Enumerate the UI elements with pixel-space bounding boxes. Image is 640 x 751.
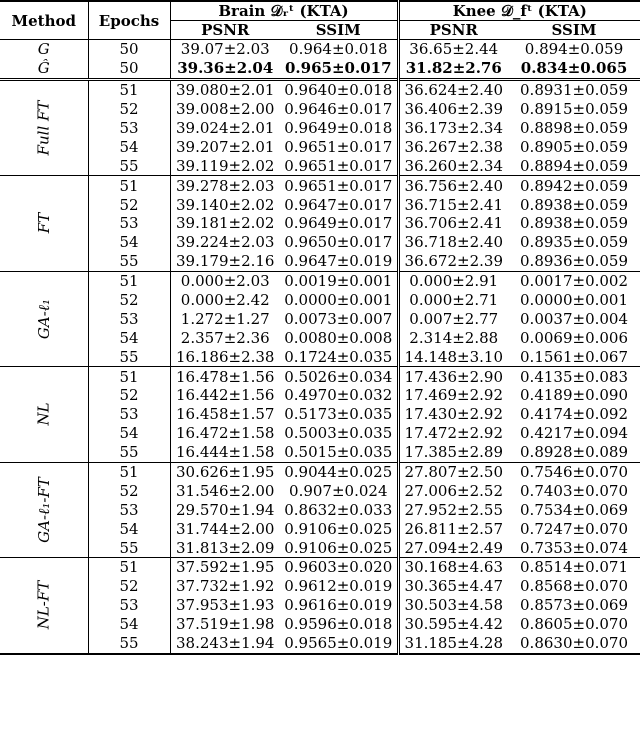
knee-ssim-cell: 0.8936±0.059: [520, 252, 629, 271]
knee-psnr-header: PSNR: [398, 21, 508, 40]
brain-ssim-cell: 0.9649±0.018: [284, 119, 393, 137]
table-row: [0, 500, 640, 519]
table-row: [0, 519, 640, 538]
epochs-cell: 52: [88, 195, 170, 214]
brain-ssim-cell: 0.9044±0.025: [280, 462, 398, 481]
knee-ssim-cell: 0.8898±0.059: [520, 119, 629, 137]
knee-psnr-cell: 36.624±2.40: [398, 79, 508, 99]
table-row: [0, 443, 640, 462]
brain-ssim-cell: 0.9651±0.017: [280, 176, 398, 195]
knee-psnr-cell: 27.006±2.52: [398, 481, 508, 500]
epochs-cell: 50: [88, 59, 170, 79]
brain-psnr-cell: 37.519±1.98: [170, 615, 280, 634]
knee-ssim-header: SSIM: [508, 21, 640, 40]
knee-psnr-cell: 0.000±2.91: [398, 271, 508, 290]
epochs-cell: 51: [88, 79, 170, 99]
knee-psnr-cell: 26.811±2.57: [398, 519, 508, 538]
knee-ssim-cell: 0.894±0.059: [524, 40, 624, 59]
brain-psnr-cell: 37.953±1.93: [170, 596, 280, 615]
table-row: [0, 596, 640, 615]
table-row: [0, 79, 640, 99]
knee-ssim-cell: 0.4189±0.090: [520, 386, 629, 405]
epochs-cell: 53: [88, 596, 170, 615]
epochs-cell: 55: [88, 634, 170, 654]
epochs-cell: 54: [88, 519, 170, 538]
brain-ssim-cell: 0.4970±0.032: [284, 386, 393, 405]
knee-psnr-cell: 30.595±4.42: [398, 615, 508, 634]
knee-ssim-cell: 0.8573±0.069: [520, 596, 629, 615]
table-row: [0, 100, 640, 119]
table-row: [0, 347, 640, 366]
epochs-cell: 52: [88, 481, 170, 500]
brain-ssim-cell: 0.0000±0.001: [284, 291, 393, 310]
epochs-header: Epochs: [88, 1, 170, 40]
method-label: GA-ℓ₁: [34, 298, 53, 339]
brain-ssim-cell: 0.9565±0.019: [280, 634, 398, 654]
epochs-cell: 54: [88, 615, 170, 634]
method-header: Method: [0, 1, 88, 40]
table-row: [0, 462, 640, 481]
knee-ssim-cell: 0.4217±0.094: [520, 424, 629, 443]
table-row: [0, 271, 640, 290]
knee-ssim-cell: 0.4135±0.083: [508, 367, 640, 386]
knee-psnr-cell: 2.314±2.88: [398, 328, 508, 347]
brain-ssim-cell: 0.9603±0.020: [280, 558, 398, 577]
knee-ssim-cell: 0.7534±0.069: [520, 500, 629, 519]
table-row: [0, 156, 640, 175]
table-row: [0, 615, 640, 634]
brain-ssim-cell: 0.5173±0.035: [284, 405, 393, 424]
knee-psnr-cell: 36.756±2.40: [398, 176, 508, 195]
epochs-cell: 52: [88, 100, 170, 119]
brain-ssim-cell: 0.9612±0.019: [284, 577, 393, 596]
epochs-cell: 51: [88, 176, 170, 195]
epochs-cell: 55: [88, 156, 170, 175]
brain-psnr-cell: 31.813±2.09: [170, 538, 280, 557]
brain-psnr-cell: 2.357±2.36: [170, 328, 280, 347]
brain-ssim-cell: 0.5003±0.035: [284, 424, 393, 443]
knee-ssim-cell: 0.8915±0.059: [520, 100, 629, 119]
brain-psnr-cell: 16.444±1.58: [170, 443, 280, 462]
brain-ssim-cell: 0.9616±0.019: [284, 596, 393, 615]
knee-psnr-cell: 30.365±4.47: [398, 577, 508, 596]
brain-psnr-cell: 1.272±1.27: [170, 309, 280, 328]
brain-psnr-cell: 39.119±2.02: [170, 156, 280, 175]
brain-psnr-cell: 0.000±2.03: [170, 271, 280, 290]
knee-ssim-cell: 0.0069±0.006: [520, 328, 629, 347]
knee-psnr-cell: 17.472±2.92: [398, 424, 508, 443]
method-group-cell: [0, 558, 88, 654]
table-row: [0, 558, 640, 577]
knee-ssim-cell: 0.0037±0.004: [520, 309, 629, 328]
table-row: [0, 634, 640, 654]
brain-psnr-cell: 39.008±2.00: [170, 100, 280, 119]
epochs-cell: 51: [88, 462, 170, 481]
method-label: GA-ℓ₁-FT: [34, 477, 53, 543]
epochs-cell: 54: [88, 328, 170, 347]
table-row: [0, 176, 640, 195]
brain-ssim-cell: 0.0073±0.007: [284, 309, 393, 328]
table-row: [0, 328, 640, 347]
table-row: [0, 252, 640, 271]
epochs-cell: 53: [88, 214, 170, 233]
knee-psnr-cell: 17.430±2.92: [398, 405, 508, 424]
knee-psnr-cell: 36.267±2.38: [398, 137, 508, 156]
table-row: [0, 405, 640, 424]
table-row: [0, 291, 640, 310]
table-row: [0, 119, 640, 138]
method-group-cell: [0, 176, 88, 271]
brain-psnr-cell: 16.478±1.56: [170, 367, 280, 386]
knee-psnr-cell: 17.385±2.89: [398, 443, 508, 462]
knee-ssim-cell: 0.8938±0.059: [520, 195, 629, 214]
brain-psnr-cell: 16.442±1.56: [170, 386, 280, 405]
epochs-cell: 52: [88, 386, 170, 405]
knee-psnr-cell: 36.706±2.41: [398, 214, 508, 233]
knee-ssim-cell: 0.7247±0.070: [520, 519, 629, 538]
epochs-cell: 53: [88, 405, 170, 424]
epochs-cell: 51: [88, 271, 170, 290]
brain-psnr-cell: 39.080±2.01: [170, 79, 280, 99]
knee-psnr-cell: 27.807±2.50: [398, 462, 508, 481]
knee-ssim-cell: 0.8630±0.070: [508, 634, 640, 654]
knee-ssim-cell: 0.8568±0.070: [520, 577, 629, 596]
brain-ssim-cell: 0.9651±0.017: [284, 156, 393, 175]
knee-psnr-cell: 36.715±2.41: [398, 195, 508, 214]
epochs-cell: 52: [88, 577, 170, 596]
epochs-cell: 54: [88, 137, 170, 156]
method-label: Full FT: [34, 100, 53, 156]
brain-ssim-cell: 0.8632±0.033: [284, 500, 393, 519]
epochs-cell: 55: [88, 443, 170, 462]
brain-ssim-cell: 0.9649±0.017: [284, 214, 393, 233]
epochs-cell: 53: [88, 500, 170, 519]
knee-ssim-cell: 0.8942±0.059: [508, 176, 640, 195]
brain-psnr-cell: 39.181±2.02: [170, 214, 280, 233]
epochs-cell: 54: [88, 424, 170, 443]
epochs-cell: 53: [88, 119, 170, 138]
brain-psnr-cell: 39.140±2.02: [170, 195, 280, 214]
knee-psnr-cell: 27.952±2.55: [398, 500, 508, 519]
method-group-cell: [0, 79, 88, 175]
method-group-cell: [0, 367, 88, 462]
brain-ssim-cell: 0.9596±0.018: [284, 615, 393, 634]
knee-ssim-cell: 0.8938±0.059: [520, 214, 629, 233]
knee-ssim-cell: 0.0000±0.001: [520, 291, 629, 310]
knee-psnr-cell: 0.007±2.77: [398, 309, 508, 328]
epochs-cell: 50: [88, 40, 170, 59]
table-row: [0, 214, 640, 233]
knee-ssim-cell: 0.4174±0.092: [520, 405, 629, 424]
method-cell: G: [37, 40, 50, 59]
knee-psnr-cell: 17.436±2.90: [398, 367, 508, 386]
brain-psnr-cell: 16.186±2.38: [170, 347, 280, 366]
brain-ssim-cell: 0.9650±0.017: [284, 233, 393, 252]
brain-ssim-cell: 0.0019±0.001: [280, 271, 398, 290]
brain-psnr-cell: 0.000±2.42: [170, 291, 280, 310]
brain-psnr-cell: 16.458±1.57: [170, 405, 280, 424]
brain-ssim-cell: 0.5015±0.035: [284, 443, 393, 462]
brain-psnr-cell: 37.592±1.95: [170, 558, 280, 577]
knee-psnr-cell: 36.260±2.34: [398, 156, 508, 175]
baseline-row: [0, 40, 640, 59]
brain-ssim-cell: 0.965±0.017: [285, 59, 392, 78]
knee-psnr-cell: 36.718±2.40: [398, 233, 508, 252]
knee-psnr-cell: 0.000±2.71: [398, 291, 508, 310]
knee-psnr-cell: 31.82±2.76: [398, 59, 508, 79]
brain-psnr-cell: 37.732±1.92: [170, 577, 280, 596]
table-row: [0, 367, 640, 386]
brain-ssim-cell: 0.0080±0.008: [284, 328, 393, 347]
brain-psnr-cell: 29.570±1.94: [170, 500, 280, 519]
brain-psnr-cell: 39.224±2.03: [170, 233, 280, 252]
brain-ssim-cell: 0.9647±0.017: [284, 195, 393, 214]
knee-psnr-cell: 36.406±2.39: [398, 100, 508, 119]
knee-ssim-cell: 0.8931±0.059: [508, 79, 640, 99]
knee-ssim-cell: 0.8605±0.070: [520, 615, 629, 634]
brain-psnr-cell: 39.36±2.04: [170, 59, 280, 79]
epochs-cell: 52: [88, 291, 170, 310]
brain-psnr-cell: 16.472±1.58: [170, 424, 280, 443]
table-row: [0, 424, 640, 443]
knee-psnr-cell: 17.469±2.92: [398, 386, 508, 405]
table-row: [0, 137, 640, 156]
brain-psnr-cell: 30.626±1.95: [170, 462, 280, 481]
brain-ssim-cell: 0.9106±0.025: [284, 538, 393, 557]
knee-psnr-cell: 36.173±2.34: [398, 119, 508, 138]
knee-ssim-cell: 0.7546±0.070: [508, 462, 640, 481]
knee-psnr-cell: 36.65±2.44: [398, 40, 508, 59]
epochs-cell: 51: [88, 367, 170, 386]
table-row: [0, 481, 640, 500]
brain-ssim-cell: 0.964±0.018: [289, 40, 388, 59]
brain-psnr-cell: 31.744±2.00: [170, 519, 280, 538]
method-label: NL: [34, 402, 53, 426]
brain-header: Brain 𝒟ᵣᵗ (KTA): [170, 1, 398, 21]
baseline-row: [0, 59, 640, 79]
brain-ssim-cell: 0.907±0.024: [289, 481, 388, 500]
brain-ssim-cell: 0.9646±0.017: [284, 100, 393, 119]
knee-ssim-cell: 0.8935±0.059: [520, 233, 629, 252]
method-cell: Ĝ: [37, 59, 50, 78]
table-row: [0, 309, 640, 328]
table-row: [0, 386, 640, 405]
knee-psnr-cell: 30.168±4.63: [398, 558, 508, 577]
epochs-cell: 54: [88, 233, 170, 252]
knee-psnr-cell: 31.185±4.28: [398, 634, 508, 654]
brain-ssim-cell: 0.9651±0.017: [284, 137, 393, 156]
epochs-cell: 55: [88, 538, 170, 557]
knee-psnr-cell: 30.503±4.58: [398, 596, 508, 615]
brain-psnr-cell: 39.179±2.16: [170, 252, 280, 271]
knee-ssim-cell: 0.7403±0.070: [520, 481, 629, 500]
brain-ssim-header: SSIM: [280, 21, 398, 40]
knee-psnr-cell: 14.148±3.10: [398, 347, 508, 366]
method-group-cell: [0, 462, 88, 557]
brain-psnr-cell: 39.07±2.03: [170, 40, 280, 59]
brain-psnr-cell: 39.207±2.01: [170, 137, 280, 156]
brain-psnr-cell: 39.024±2.01: [170, 119, 280, 138]
brain-ssim-cell: 0.9647±0.019: [284, 252, 393, 271]
brain-ssim-cell: 0.9640±0.018: [280, 79, 398, 99]
knee-ssim-cell: 0.8514±0.071: [508, 558, 640, 577]
method-label: FT: [34, 213, 53, 234]
knee-ssim-cell: 0.0017±0.002: [508, 271, 640, 290]
table-row: [0, 195, 640, 214]
knee-ssim-cell: 0.7353±0.074: [520, 538, 629, 557]
brain-psnr-cell: 39.278±2.03: [170, 176, 280, 195]
table-row: [0, 538, 640, 557]
brain-psnr-header: PSNR: [170, 21, 280, 40]
method-label: NL-FT: [34, 580, 53, 630]
brain-ssim-cell: 0.1724±0.035: [284, 347, 393, 366]
knee-ssim-cell: 0.8905±0.059: [520, 137, 629, 156]
knee-ssim-cell: 0.834±0.065: [520, 59, 628, 78]
brain-psnr-cell: 38.243±1.94: [170, 634, 280, 654]
knee-psnr-cell: 27.094±2.49: [398, 538, 508, 557]
table-row: [0, 233, 640, 252]
knee-ssim-cell: 0.8894±0.059: [520, 156, 629, 175]
method-group-cell: [0, 271, 88, 366]
knee-ssim-cell: 0.8928±0.089: [520, 443, 629, 462]
knee-psnr-cell: 36.672±2.39: [398, 252, 508, 271]
header-row-1: [0, 1, 640, 21]
table-body: [0, 40, 640, 654]
brain-ssim-cell: 0.9106±0.025: [284, 519, 393, 538]
knee-ssim-cell: 0.1561±0.067: [520, 347, 629, 366]
brain-psnr-cell: 31.546±2.00: [170, 481, 280, 500]
epochs-cell: 55: [88, 252, 170, 271]
epochs-cell: 51: [88, 558, 170, 577]
epochs-cell: 53: [88, 309, 170, 328]
knee-header: Knee 𝒟_fᵗ (KTA): [398, 1, 640, 21]
epochs-cell: 55: [88, 347, 170, 366]
brain-ssim-cell: 0.5026±0.034: [280, 367, 398, 386]
table-row: [0, 577, 640, 596]
